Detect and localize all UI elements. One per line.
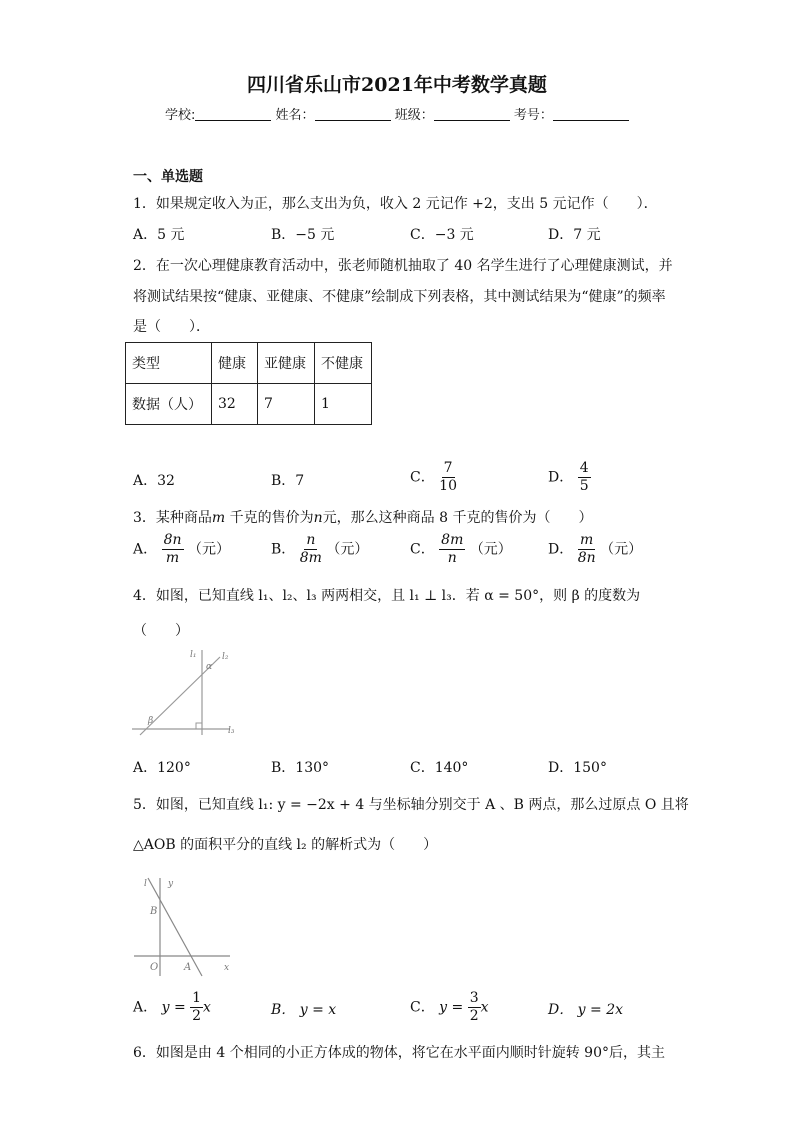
equation-prefix: y = bbox=[161, 999, 186, 1016]
student-info-line bbox=[165, 104, 629, 123]
school-blank bbox=[195, 108, 271, 121]
table-row bbox=[126, 343, 372, 384]
unit-label: （元） bbox=[187, 541, 230, 558]
q3-option-d bbox=[548, 532, 642, 567]
question-4-line-2: （ ） bbox=[133, 623, 189, 639]
q5-figure bbox=[130, 872, 235, 980]
equation-suffix: x bbox=[480, 999, 489, 1016]
q1-option-a: A．5 元 bbox=[133, 227, 185, 243]
q3-option-c bbox=[410, 532, 512, 567]
table-cell: 7 bbox=[258, 384, 315, 425]
fraction-numerator: 3 bbox=[469, 990, 479, 1006]
question-2-line-3: 是（ ）． bbox=[133, 319, 210, 335]
label-l3: l₃ bbox=[228, 726, 235, 736]
class-label: 班级： bbox=[394, 108, 434, 123]
unit-label: （元） bbox=[326, 541, 369, 558]
q3-prefix: 3．某种商品 bbox=[133, 510, 212, 526]
question-3-text bbox=[133, 507, 593, 527]
q5-option-d: D． y = 2x bbox=[548, 1002, 624, 1018]
q2-option-c-label: C． bbox=[410, 469, 435, 486]
label-o: O bbox=[150, 962, 159, 973]
fraction-numerator: 8m bbox=[441, 532, 464, 548]
option-label: C． bbox=[410, 999, 435, 1016]
section-heading: 一、单选题 bbox=[133, 169, 203, 185]
q4-option-d: D．150° bbox=[548, 760, 607, 776]
label-l1: l₁ bbox=[190, 650, 197, 660]
question-2-line-2: 将测试结果按“健康、亚健康、不健康”绘制成下列表格，其中测试结果为“健康”的频率 bbox=[133, 289, 666, 305]
fraction-denominator: m bbox=[165, 550, 180, 566]
label-y: y bbox=[168, 879, 174, 889]
q3-mid2: 元，那么这种商品 8 千克的售价为（ ） bbox=[322, 510, 593, 526]
question-2-line-1: 2．在一次心理健康教育活动中，张老师随机抽取了 40 名学生进行了心理健康测试，并 bbox=[133, 258, 673, 274]
q2-option-b: B．7 bbox=[271, 473, 305, 489]
school-label: 学校: bbox=[165, 108, 196, 123]
question-4-line-1: 4．如图，已知直线 l₁、l₂、l₃ 两两相交，且 l₁ ⊥ l₃．若 α = 50°，则 β 的度数为 bbox=[133, 588, 641, 604]
label-beta: β bbox=[148, 716, 154, 726]
equation-suffix: x bbox=[203, 999, 211, 1016]
q1-option-d: D．7 元 bbox=[548, 227, 601, 243]
q2-data-table bbox=[125, 342, 372, 425]
fraction-denominator: 8n bbox=[577, 550, 596, 566]
option-fraction bbox=[439, 532, 465, 567]
q4-option-a: A．120° bbox=[133, 760, 191, 776]
option-label: C． bbox=[410, 541, 435, 558]
name-blank bbox=[315, 108, 391, 121]
option-fraction bbox=[190, 990, 203, 1025]
q5-option-c bbox=[410, 990, 489, 1025]
table-row bbox=[126, 384, 372, 425]
q3-var-n: n bbox=[313, 510, 323, 526]
label-l2: l₂ bbox=[222, 652, 229, 662]
unit-label: （元） bbox=[469, 541, 512, 558]
q3-option-a bbox=[133, 532, 230, 567]
q3-option-b bbox=[271, 532, 368, 567]
fraction-denominator: 2 bbox=[469, 1008, 479, 1024]
class-blank bbox=[434, 108, 510, 121]
option-fraction bbox=[162, 532, 184, 567]
question-5-line-2: △AOB 的面积平分的直线 l₂ 的解析式为（ ） bbox=[133, 837, 438, 853]
option-label: A． bbox=[133, 999, 158, 1016]
option-label: D． bbox=[548, 541, 574, 558]
right-angle-mark bbox=[196, 723, 202, 729]
fraction-denominator: n bbox=[447, 550, 457, 566]
fraction-numerator: 1 bbox=[192, 990, 202, 1006]
name-label: 姓名： bbox=[275, 108, 315, 123]
option-fraction bbox=[578, 532, 596, 567]
q2-option-d bbox=[548, 460, 591, 495]
q3-var-m: m bbox=[211, 510, 226, 526]
q5-option-a bbox=[133, 990, 211, 1025]
q4-figure bbox=[130, 645, 240, 740]
question-1-text: 1．如果规定收入为正，那么支出为负，收入 2 元记作 +2，支出 5 元记作（ ）． bbox=[133, 196, 658, 212]
option-fraction bbox=[468, 990, 481, 1025]
q2-option-c bbox=[410, 460, 457, 495]
exam-no-blank bbox=[553, 108, 629, 121]
fraction-denominator: 10 bbox=[439, 478, 457, 494]
table-cell: 数据（人） bbox=[126, 384, 212, 425]
fraction-numerator: n bbox=[306, 532, 316, 548]
q3-mid1: 千克的售价为 bbox=[229, 510, 314, 526]
fraction-numerator: 7 bbox=[443, 460, 453, 476]
table-cell: 32 bbox=[212, 384, 258, 425]
fraction-numerator: m bbox=[580, 532, 594, 548]
q5-option-b: B． y = x bbox=[271, 1002, 337, 1018]
q1-option-c: C．−3 元 bbox=[410, 227, 474, 243]
q2-option-a: A．32 bbox=[133, 473, 175, 489]
fraction-numerator: 8n bbox=[163, 532, 182, 548]
label-b: B bbox=[150, 906, 158, 917]
q4-option-c: C．140° bbox=[410, 760, 469, 776]
label-alpha: α bbox=[206, 662, 213, 672]
option-fraction bbox=[300, 532, 322, 567]
fraction-denominator: 8m bbox=[299, 550, 322, 566]
q2-option-d-label: D． bbox=[548, 469, 574, 486]
unit-label: （元） bbox=[600, 541, 643, 558]
option-label: B． bbox=[271, 541, 296, 558]
fraction-denominator: 2 bbox=[192, 1008, 202, 1024]
exam-no-label: 考号： bbox=[513, 108, 553, 123]
table-cell: 亚健康 bbox=[258, 343, 315, 384]
q1-option-b: B．−5 元 bbox=[271, 227, 335, 243]
question-6-line-1: 6．如图是由 4 个相同的小正方体成的物体，将它在水平面内顺时针旋转 90°后，其主 bbox=[133, 1045, 665, 1061]
equation-prefix: y = bbox=[439, 999, 464, 1016]
table-cell: 健康 bbox=[212, 343, 258, 384]
label-x: x bbox=[224, 963, 230, 973]
q2-option-c-fraction bbox=[439, 460, 457, 495]
table-cell: 1 bbox=[315, 384, 372, 425]
page-title: 四川省乐山市2021年中考数学真题 bbox=[247, 74, 547, 96]
table-cell: 类型 bbox=[126, 343, 212, 384]
option-label: A． bbox=[133, 541, 158, 558]
table-cell: 不健康 bbox=[315, 343, 372, 384]
q2-option-d-fraction bbox=[578, 460, 591, 495]
label-l: l bbox=[144, 879, 147, 889]
question-5-line-1: 5．如图，已知直线 l₁: y = −2x + 4 与坐标轴分别交于 A 、B 两点，那么过原点 O 且将 bbox=[133, 797, 689, 813]
label-a: A bbox=[184, 962, 192, 973]
q4-option-b: B．130° bbox=[271, 760, 330, 776]
fraction-numerator: 4 bbox=[579, 460, 589, 476]
fraction-denominator: 5 bbox=[579, 478, 589, 494]
